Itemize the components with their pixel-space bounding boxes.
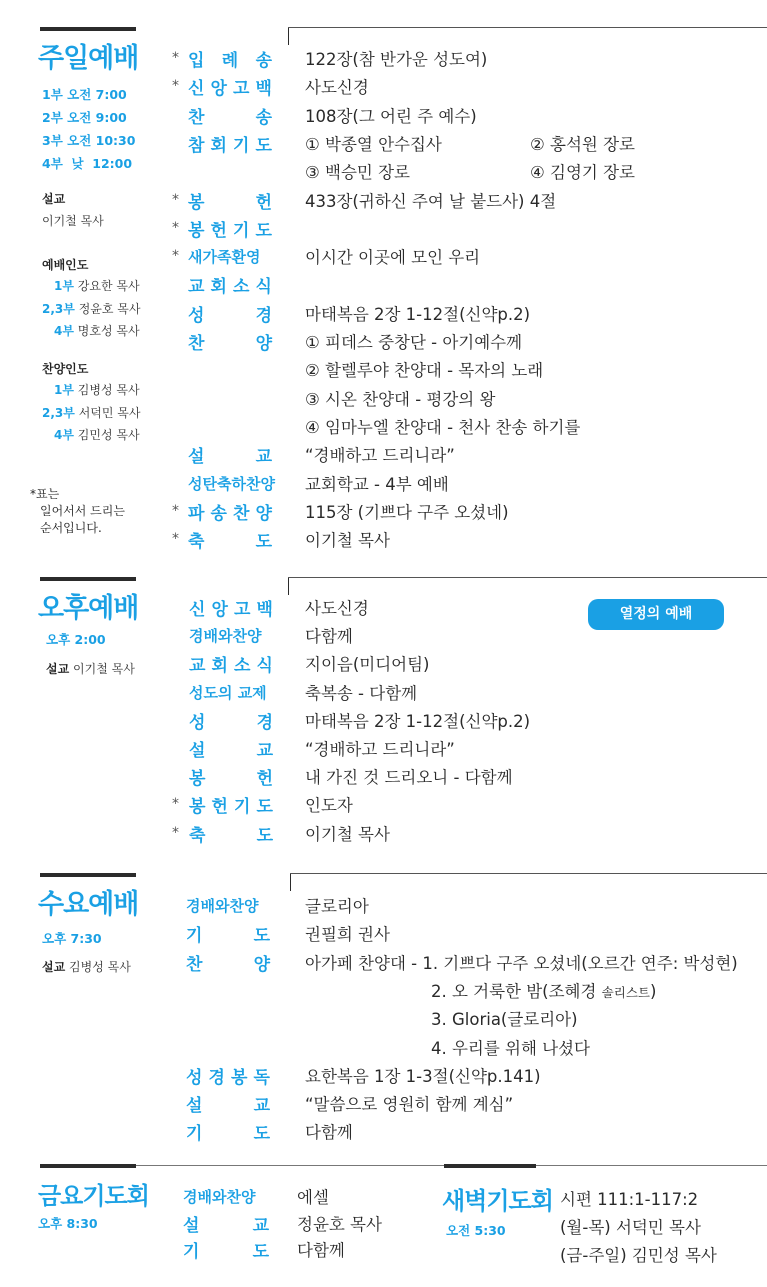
standing-mark: * (172, 824, 179, 841)
sermon-heading: 설교 (42, 192, 66, 206)
order-label: 축 도 (188, 532, 272, 553)
order-value: ④ 임마누엘 찬양대 - 천사 찬송 하기를 (305, 417, 581, 437)
divider (288, 577, 767, 578)
order-value: 이기철 목사 (305, 824, 390, 844)
standing-mark: * (172, 502, 179, 519)
order-value: ① 피데스 중창단 - 아기예수께 (305, 333, 523, 352)
order-value: 글로리아 (305, 897, 369, 916)
order-value: ③ 시온 찬양대 - 평강의 왕 (305, 389, 496, 409)
order-value: 이기철 목사 (305, 531, 390, 551)
order-label: 파 송 찬 양 (188, 503, 272, 524)
sermon-row: 설교 김병성 목사 (42, 960, 131, 974)
order-value: 433장(귀하신 주여 날 붙드사) 4절 (305, 191, 557, 211)
order-label: 축 도 (189, 825, 273, 846)
praise-row: 2,3부 서덕민 목사 (42, 406, 141, 420)
order-label: 봉 헌 기 도 (188, 220, 272, 241)
order-value: 108장(그 어린 주 예수) (305, 106, 477, 126)
service-time: 오후 7:30 (42, 931, 102, 946)
order-label: 참 회 기 도 (188, 135, 272, 156)
divider (288, 27, 289, 45)
order-label: 입 례 송 (188, 51, 272, 71)
section-bar (40, 1164, 136, 1168)
praise-heading: 찬양인도 (42, 362, 89, 376)
order-value: 다함께 (297, 1241, 345, 1260)
order-label: 기 도 (183, 1242, 269, 1262)
lead-row: 2,3부 정윤호 목사 (42, 302, 141, 316)
order-label: 봉 헌 (188, 192, 272, 213)
section-bar (444, 1164, 536, 1168)
lead-row: 1부 강요한 목사 (54, 279, 140, 293)
standing-mark: * (172, 219, 179, 236)
order-value: 사도신경 (305, 78, 369, 98)
service-time: 2부 오전 9:00 (42, 110, 127, 125)
order-label: 교 회 소 식 (188, 277, 272, 298)
order-value: 교회학교 - 4부 예배 (305, 474, 449, 494)
order-label: 성 경 봉 독 (186, 1067, 270, 1088)
order-value: 다함께 (305, 1123, 353, 1143)
order-label: 경배와찬양 (189, 627, 262, 646)
order-value: 축복송 - 다함께 (305, 683, 418, 703)
order-label: 신 앙 고 백 (189, 600, 273, 620)
standing-mark: * (172, 191, 179, 208)
afternoon-title: 오후예배 (38, 593, 139, 624)
order-label: 봉 헌 기 도 (189, 797, 273, 818)
dawn-line: (금-주일) 김민성 목사 (560, 1246, 717, 1265)
divider (288, 27, 767, 28)
service-time: 1부 오전 7:00 (42, 87, 127, 102)
service-time: 오전 5:30 (446, 1223, 506, 1238)
section-bar (40, 27, 136, 31)
order-label: 새가족환영 (188, 248, 261, 267)
order-label: 성도의 교제 (189, 683, 267, 702)
order-value: 내 가진 것 드리오니 - 다함께 (305, 768, 513, 788)
friday-title: 금요기도회 (38, 1182, 149, 1210)
order-label: 성탄축하찬양 (188, 474, 275, 493)
standing-mark: * (172, 796, 179, 813)
section-bar (40, 873, 136, 877)
standing-mark: * (172, 50, 179, 66)
divider (536, 1165, 767, 1166)
standing-note: *표는 일어서서 드리는 순서입니다. (30, 487, 125, 535)
wednesday-title: 수요예배 (38, 889, 139, 920)
order-value: 아가페 찬양대 - 1. 기쁘다 구주 오셨네(오르간 연주: 박성현) (305, 953, 738, 973)
order-label: 신 앙 고 백 (188, 79, 272, 100)
order-label: 찬 양 (188, 334, 272, 354)
order-label: 기 도 (186, 926, 270, 947)
order-value: “말씀으로 영원히 함께 계심” (305, 1095, 514, 1115)
order-value: 122장(참 반가운 성도여) (305, 50, 488, 69)
order-label: 경배와찬양 (183, 1188, 256, 1206)
order-label: 교 회 소 식 (189, 656, 273, 677)
order-value: 115장 (기쁘다 구주 오셨네) (305, 502, 509, 522)
divider (290, 873, 767, 874)
divider (136, 1165, 444, 1166)
sermon-row: 설교 이기철 목사 (46, 662, 135, 676)
order-label: 찬 송 (188, 107, 272, 128)
dawn-title: 새벽기도회 (442, 1187, 553, 1215)
order-label: 찬 양 (186, 954, 270, 975)
order-label: 경배와찬양 (186, 897, 259, 915)
divider (288, 577, 289, 595)
order-value: 4. 우리를 위해 나셨다 (431, 1038, 590, 1058)
order-label: 설 교 (189, 741, 273, 761)
order-value: 마태복음 2장 1-12절(신약p.2) (305, 711, 531, 731)
dawn-line: (월-목) 서덕민 목사 (560, 1218, 701, 1237)
praise-row: 4부 김민성 목사 (54, 428, 140, 442)
order-label: 설 교 (188, 447, 272, 468)
order-label: 설 교 (186, 1096, 270, 1117)
order-value: 3. Gloria(글로리아) (431, 1010, 578, 1030)
standing-mark: * (172, 78, 179, 95)
order-value: ② 홍석원 장로 (530, 134, 635, 154)
service-time: 4부 낮 12:00 (42, 156, 133, 171)
order-label: 봉 헌 (189, 769, 273, 790)
order-value: 2. 오 거룩한 밤(조혜경 솔리스트) (431, 981, 657, 1001)
service-time: 오후 2:00 (46, 632, 106, 647)
section-bar (40, 577, 136, 581)
sunday-title: 주일예배 (38, 43, 139, 74)
order-label: 성 경 (189, 712, 273, 733)
order-label: 성 경 (188, 305, 272, 326)
order-value: 요한복음 1장 1-3절(신약p.141) (305, 1066, 541, 1086)
order-label: 설 교 (183, 1215, 269, 1236)
order-value: ④ 김영기 장로 (530, 163, 635, 183)
order-value: ② 할렐루야 찬양대 - 목자의 노래 (305, 361, 544, 381)
lead-heading: 예배인도 (42, 258, 89, 272)
order-value: 인도자 (305, 796, 353, 816)
order-value: 지이음(미디어팀) (305, 655, 430, 675)
divider (290, 873, 291, 891)
order-value: 사도신경 (305, 599, 369, 618)
sermon-name: 이기철 목사 (42, 214, 104, 228)
standing-mark: * (172, 248, 179, 265)
order-value: 마태복음 2장 1-12절(신약p.2) (305, 304, 531, 324)
service-time: 3부 오전 10:30 (42, 133, 136, 148)
order-value: 권필희 권사 (305, 925, 390, 945)
order-value: 정윤호 목사 (297, 1214, 382, 1234)
service-time: 오후 8:30 (38, 1216, 98, 1231)
dawn-line: 시편 111:1-117:2 (560, 1190, 699, 1209)
badge-passion-worship: 열정의 예배 (588, 599, 724, 630)
praise-row: 1부 김병성 목사 (54, 383, 140, 397)
order-value: “경배하고 드리니라” (305, 446, 455, 466)
standing-mark: * (172, 531, 179, 548)
order-value: 이시간 이곳에 모인 우리 (305, 248, 481, 268)
order-value: “경배하고 드리니라” (305, 740, 455, 759)
order-value: 다함께 (305, 627, 353, 647)
order-value: ③ 백승민 장로 (305, 163, 410, 183)
order-value: ① 박종열 안수집사 (305, 134, 442, 154)
order-value: 에셀 (297, 1188, 329, 1207)
lead-row: 4부 명호성 목사 (54, 324, 140, 338)
order-label: 기 도 (186, 1124, 270, 1145)
